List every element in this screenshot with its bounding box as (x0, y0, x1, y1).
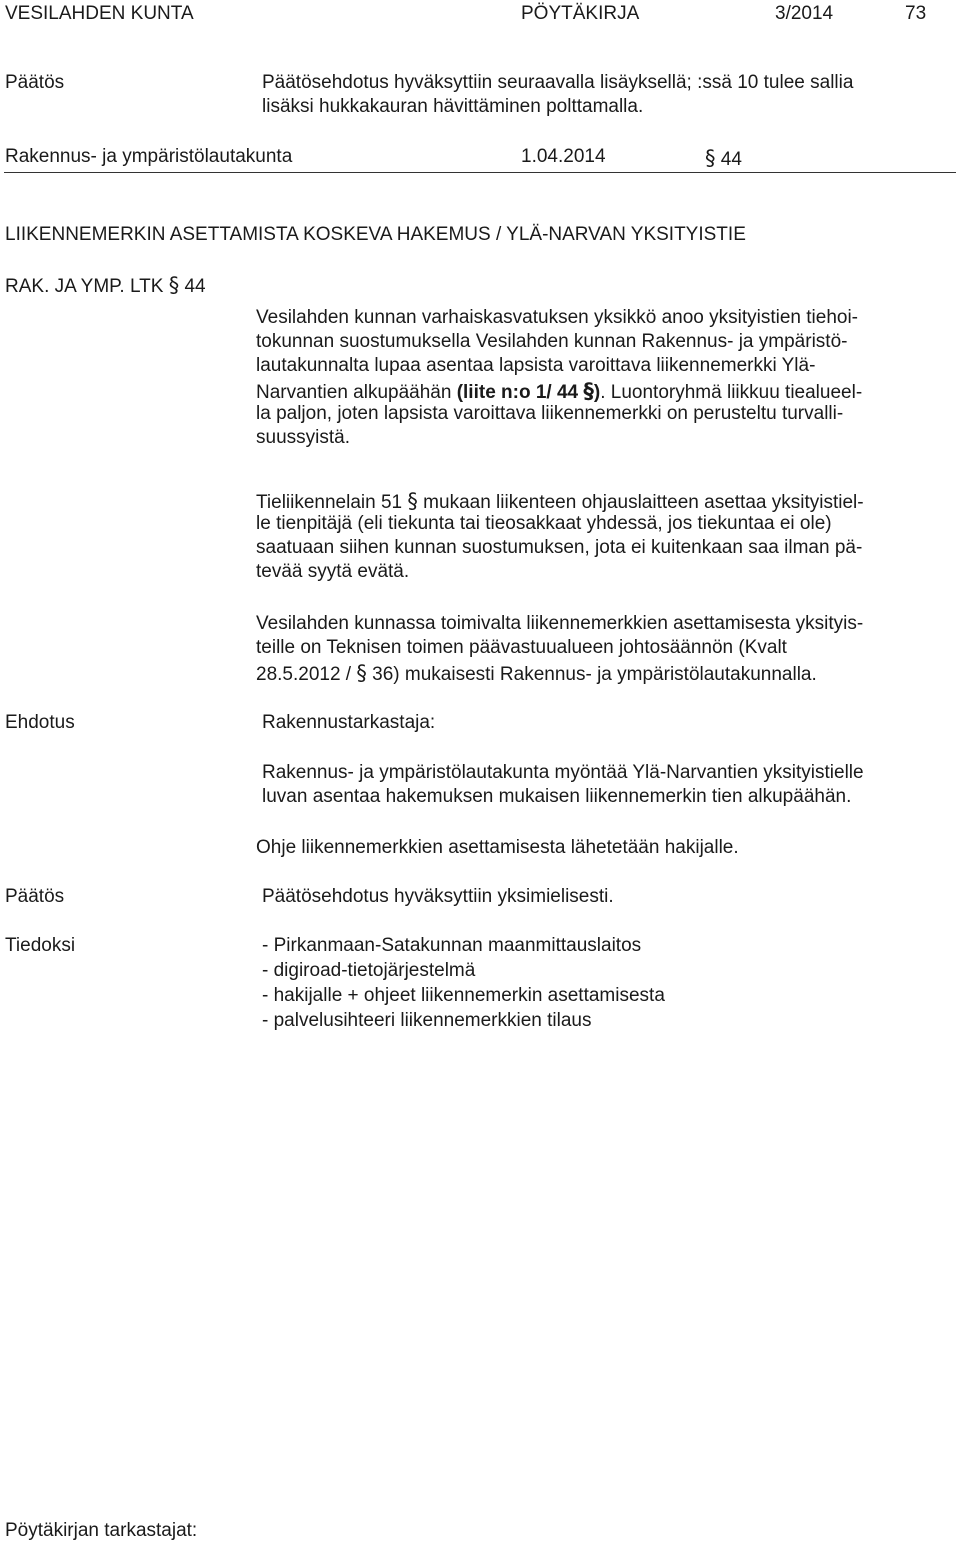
proposal-text-line: luvan asentaa hakemuksen mukaisen liikennemerkin tien alkupäähän. (262, 786, 852, 807)
decision-text-line: lisäksi hukkakauran hävittäminen polttamalla. (262, 96, 644, 117)
proposal-note: Ohje liikennemerkkien asettamisesta lähetetään hakijalle. (256, 837, 739, 858)
paragraph-line: Vesilahden kunnassa toimivalta liikennemerkkien asettamisesta yksityis- (256, 613, 864, 634)
paragraph-line: tevää syytä evätä. (256, 561, 410, 582)
proposal-text-line: Rakennus- ja ympäristölautakunta myöntää Ylä-Narvantien yksityistielle (262, 762, 864, 783)
attachment-reference: (liite n:o 1/ 44 §) (456, 379, 601, 403)
list-item: - palvelusihteeri liikennemerkkien tilaus (262, 1010, 592, 1031)
page-number: 73 (905, 3, 927, 24)
heading-divider (4, 172, 956, 173)
paragraph-line: saatuaan siihen kunnan suostumuksen, jota ei kuitenkaan saa ilman pä- (256, 537, 863, 558)
section-sign-icon: § (356, 661, 367, 685)
reviewers-label: Pöytäkirjan tarkastajat: (5, 1520, 198, 1541)
paragraph-line: le tienpitäjä (eli tiekunta tai tieosakkaat yhdessä, jos tiekuntaa ei ole) (256, 513, 832, 534)
item-title: LIIKENNEMERKIN ASETTAMISTA KOSKEVA HAKEMUS / YLÄ-NARVAN YKSITYISTIE (5, 224, 746, 245)
section-number: 44 (720, 149, 742, 170)
section-sign-icon: § (705, 146, 716, 170)
reference-number: 44 (184, 276, 206, 297)
municipality-name: VESILAHDEN KUNTA (5, 3, 194, 24)
list-item: - Pirkanmaan-Satakunnan maanmittauslaitos (262, 935, 642, 956)
paragraph-line: teille on Teknisen toimen päävastuualueen johtosäännön (Kvalt (256, 637, 787, 658)
paragraph-line: 28.5.2012 / § 36) mukaisesti Rakennus- ja ympäristölautakunnalla. (256, 661, 817, 685)
proposal-label: Ehdotus (5, 712, 75, 733)
section-sign-icon: § (583, 379, 594, 403)
paragraph-line: lautakunnalta lupaa asentaa lapsista varoittava liikennemerkki Ylä- (256, 355, 816, 376)
section-symbol (705, 146, 742, 171)
reference-prefix: RAK. JA YMP. LTK (5, 276, 164, 297)
decision-label: Päätös (5, 886, 65, 907)
item-reference (5, 273, 206, 298)
decision-text-line: Päätösehdotus hyväksyttiin seuraavalla lisäyksellä; :ssä 10 tulee sallia (262, 72, 854, 93)
section-sign-icon: § (168, 273, 180, 297)
notification-label: Tiedoksi (5, 935, 76, 956)
paragraph-line: Vesilahden kunnan varhaiskasvatuksen yksikkö anoo yksityistien tiehoi- (256, 307, 858, 328)
paragraph-line: Narvantien alkupäähän (liite n:o 1/ 44 §). Luontoryhmä liikkuu tiealueel- (256, 379, 863, 403)
issue-number: 3/2014 (775, 3, 834, 24)
decision-label: Päätös (5, 72, 65, 93)
list-item: - digiroad-tietojärjestelmä (262, 960, 476, 981)
proposal-presenter: Rakennustarkastaja: (262, 712, 436, 733)
meeting-date: 1.04.2014 (521, 146, 606, 167)
section-sign-icon: § (407, 489, 418, 513)
decision-text: Päätösehdotus hyväksyttiin yksimielisesti. (262, 886, 614, 907)
paragraph-line: tokunnan suostumuksella Vesilahden kunnan Rakennus- ja ympäristö- (256, 331, 848, 352)
document-type: PÖYTÄKIRJA (521, 3, 640, 24)
paragraph-line: la paljon, joten lapsista varoittava liikennemerkki on perusteltu turvalli- (256, 403, 844, 424)
paragraph-line: Tieliikennelain 51 § mukaan liikenteen ohjauslaitteen asettaa yksityistiel- (256, 489, 864, 513)
paragraph-line: suussyistä. (256, 427, 350, 448)
meeting-body: Rakennus- ja ympäristölautakunta (5, 146, 293, 167)
list-item: - hakijalle + ohjeet liikennemerkin asettamisesta (262, 985, 665, 1006)
